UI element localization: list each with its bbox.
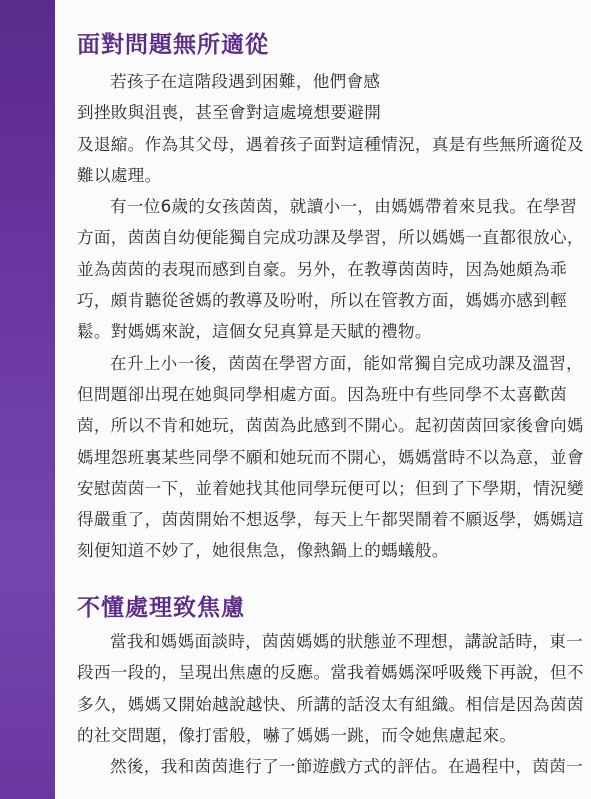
text-line: 巧，頗肯聽從爸媽的教導及吩咐，所以在管教方面，媽媽亦感到輕 [77, 291, 567, 311]
text-line: 媽埋怨班裏某些同學不願和她玩而不開心，媽媽當時不以為意，並會 [77, 447, 584, 467]
page-content [55, 0, 591, 799]
section-heading: 面對問題無所適從 [77, 32, 269, 58]
paragraph [77, 66, 584, 191]
text-line: 當我和媽媽面談時，茵茵媽媽的狀態並不理想，講說話時，東一 [110, 632, 584, 651]
text-line: 難以處理。 [77, 165, 162, 185]
text-line: 及退縮。作為其父母，遇着孩子面對這種情況，真是有些無所適從及 [77, 134, 584, 154]
text-line: 段西一段的，呈現出焦慮的反應。當我着媽媽深呼吸幾下再說，但不 [77, 663, 584, 683]
text-line: 多久，媽媽又開始越說越快、所講的話沒太有組織。相信是因為茵茵 [77, 694, 584, 714]
text-line: 的社交問題，像打雷般，嚇了媽媽一跳，而令她焦慮起來。 [77, 725, 517, 745]
paragraph [77, 626, 584, 751]
text-line: 鬆。對媽媽來說，這個女兒真算是天賦的禮物。 [77, 322, 432, 342]
text-line: 若孩子在這階段遇到困難，他們會感 [110, 72, 381, 91]
text-line: 然後，我和茵茵進行了一節遊戲方式的評估。在過程中，茵茵一 [110, 757, 584, 777]
text-line: 但問題卻出現在她與同學相處方面。因為班中有些同學不太喜歡茵 [77, 384, 567, 404]
paragraph [77, 751, 584, 782]
text-line: 到挫敗與沮喪，甚至會對這處境想要避開 [77, 103, 382, 123]
section-2 [77, 593, 584, 782]
paragraph [77, 191, 584, 347]
paragraph [77, 348, 584, 567]
text-line: 茵，所以不肯和她玩，茵茵為此感到不開心。起初茵茵回家後會向媽 [77, 416, 584, 436]
text-line: 刻便知道不妙了，她很焦急，像熱鍋上的螞蟻般。 [77, 541, 449, 561]
text-line: 安慰茵茵一下，並着她找其他同學玩便可以；但到了下學期，情況變 [77, 478, 584, 498]
section-1 [77, 30, 584, 567]
section-heading: 不懂處理致焦慮 [77, 595, 245, 621]
text-line: 有一位6歲的女孩茵茵，就讀小一，由媽媽帶着來見我。在學習 [110, 197, 577, 217]
text-line: 並為茵茵的表現而感到自豪。另外，在教導茵茵時，因為她頗為乖 [77, 259, 567, 279]
side-color-bar [0, 0, 55, 799]
text-line: 得嚴重了，茵茵開始不想返學，每天上午都哭鬧着不願返學，媽媽這 [77, 510, 584, 530]
text-line: 方面，茵茵自幼便能獨自完成功課及學習，所以媽媽一直都很放心， [77, 228, 584, 248]
text-line: 在升上小一後，茵茵在學習方面，能如常獨自完成功課及溫習， [110, 353, 584, 373]
